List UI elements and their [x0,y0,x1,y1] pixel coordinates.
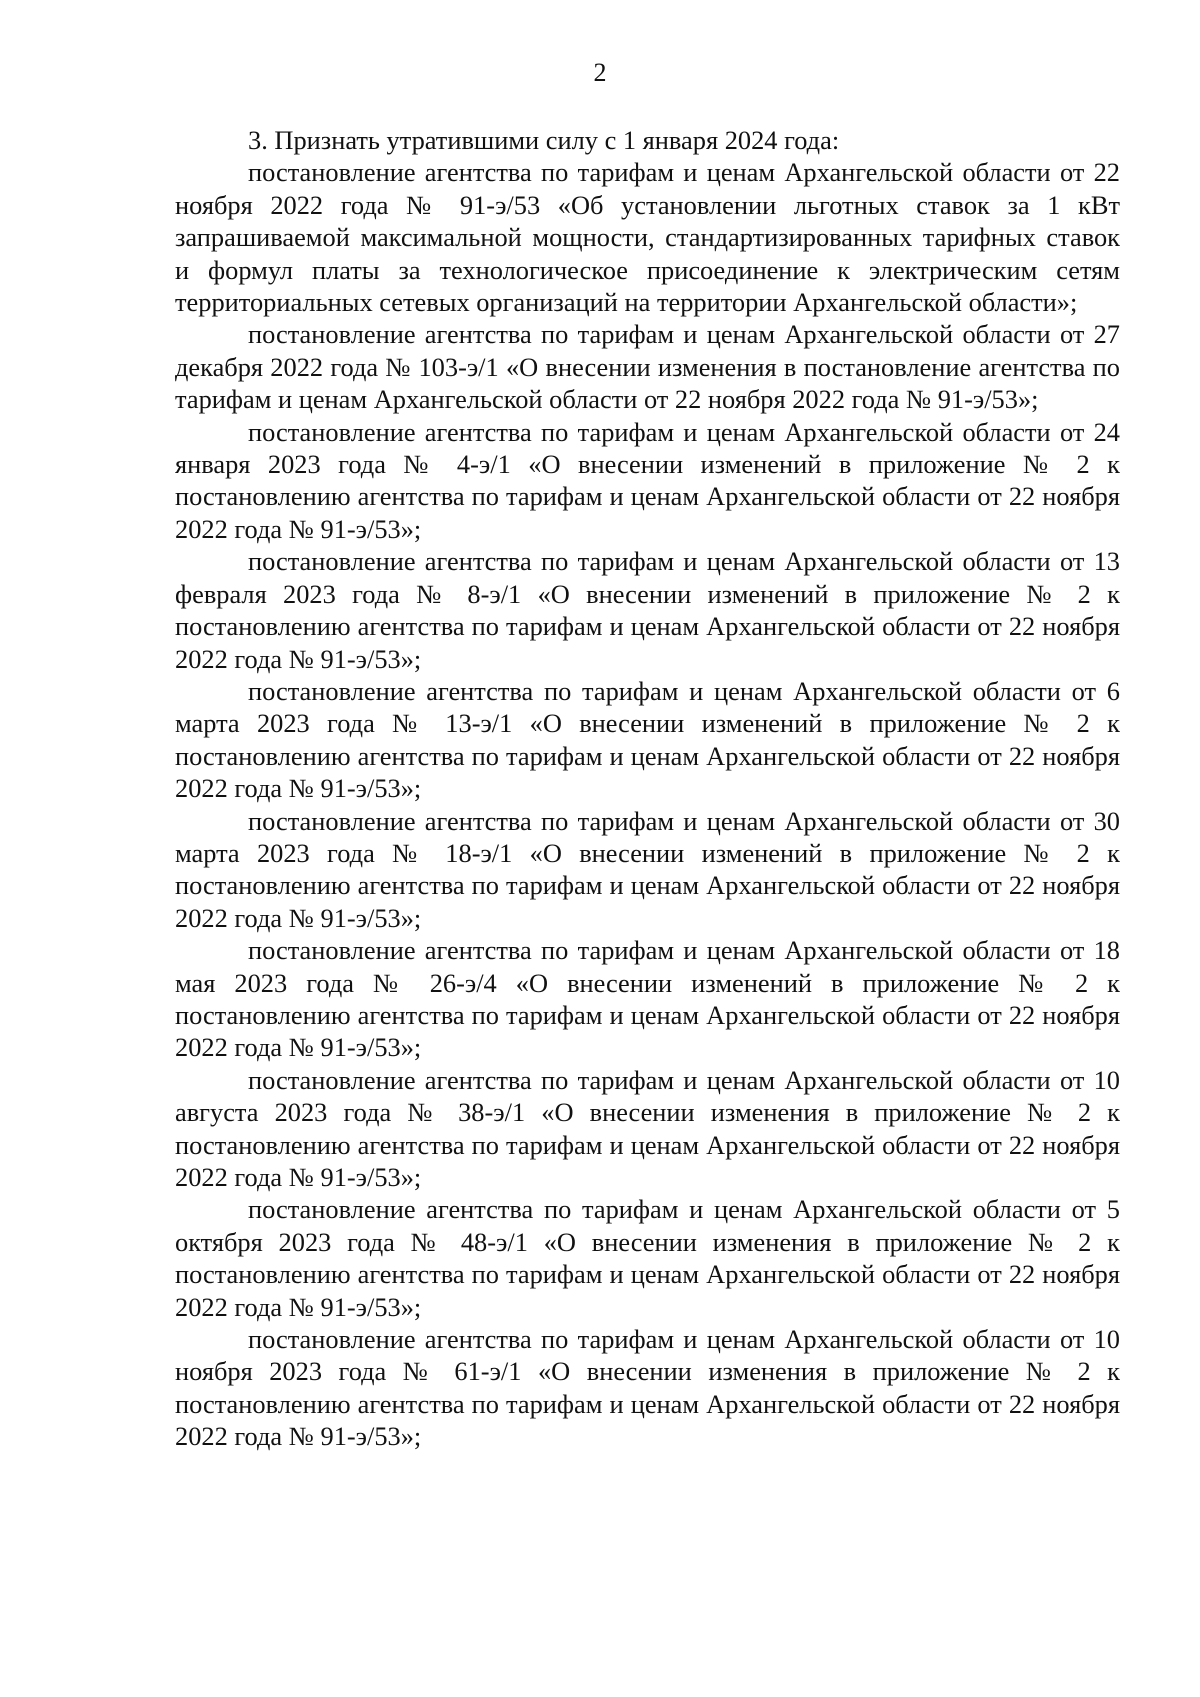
section-heading: 3. Признать утратившими силу с 1 января 2024 года: [248,125,840,155]
repealed-act-item: постановление агентства по тарифам и ценам Архангельской области от 10 августа 2023 года № 38-э/1 «О внесении изменения в приложение № 2 к постановлению агентства по тарифам и ценам Архангельской области от 22 ноября 2022 года № 91-э/53»; [175,1064,1120,1192]
repealed-act-item: постановление агентства по тарифам и ценам Архангельской области от 5 октября 2023 года № 48-э/1 «О внесении изменения в приложение № 2 к постановлению агентства по тарифам и ценам Архангельской области от 22 ноября 2022 года № 91-э/53»; [175,1194,1120,1322]
repealed-act-item: постановление агентства по тарифам и ценам Архангельской области от 18 мая 2023 года № 26-э/4 «О внесении изменений в приложение № 2 к постановлению агентства по тарифам и ценам Архангельской области от 22 ноября 2022 года № 91-э/53»; [175,935,1120,1063]
repealed-act-item: постановление агентства по тарифам и ценам Архангельской области от 13 февраля 2023 года № 8-э/1 «О внесении изменений в приложение № 2 к постановлению агентства по тарифам и ценам Архангельской области от 22 ноября 2022 года № 91-э/53»; [175,546,1120,674]
repealed-act-item: постановление агентства по тарифам и ценам Архангельской области от 22 ноября 2022 года № 91-э/53 «Об установлении льготных ставок за 1 кВт запрашиваемой максимальной мощности, стандартизированных тарифных ставок и формул платы за технологическое присоединение к электрическим сетям территориальных сетевых организаций на территории Архангельской области»; [175,157,1120,318]
repealed-act-item: постановление агентства по тарифам и ценам Архангельской области от 27 декабря 2022 года № 103-э/1 «О внесении изменения в постановление агентства по тарифам и ценам Архангельской области от 22 ноября 2022 года № 91-э/53»; [175,319,1120,415]
repealed-act-item: постановление агентства по тарифам и ценам Архангельской области от 10 ноября 2023 года № 61-э/1 «О внесении изменения в приложение № 2 к постановлению агентства по тарифам и ценам Архангельской области от 22 ноября 2022 года № 91-э/53»; [175,1324,1120,1452]
document-body [175,124,1120,1453]
repealed-act-item: постановление агентства по тарифам и ценам Архангельской области от 24 января 2023 года № 4-э/1 «О внесении изменений в приложение № 2 к постановлению агентства по тарифам и ценам Архангельской области от 22 ноября 2022 года № 91-э/53»; [175,416,1120,544]
page-number: 2 [593,58,607,87]
repealed-act-item: постановление агентства по тарифам и ценам Архангельской области от 6 марта 2023 года № 13-э/1 «О внесении изменений в приложение № 2 к постановлению агентства по тарифам и ценам Архангельской области от 22 ноября 2022 года № 91-э/53»; [175,675,1120,804]
repealed-act-item: постановление агентства по тарифам и ценам Архангельской области от 30 марта 2023 года № 18-э/1 «О внесении изменений в приложение № 2 к постановлению агентства по тарифам и ценам Архангельской области от 22 ноября 2022 года № 91-э/53»; [175,805,1120,933]
